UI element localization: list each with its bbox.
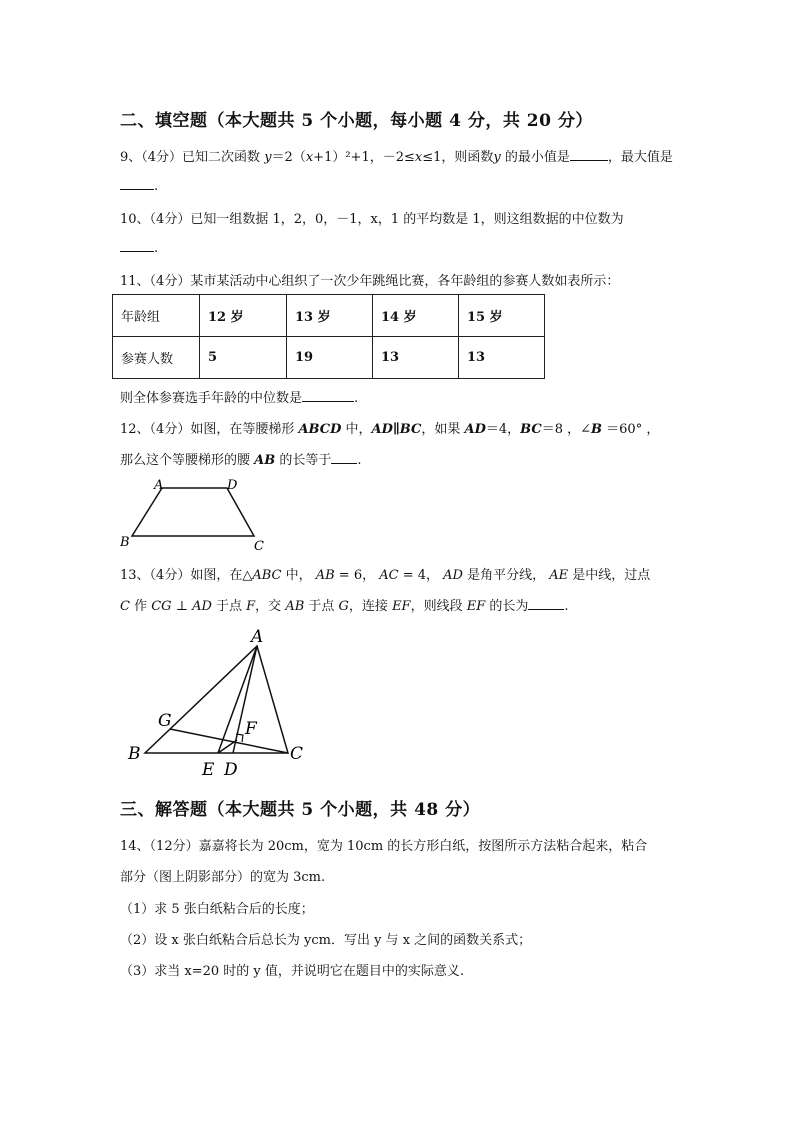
table-cell: 12 岁 [200,295,287,337]
table-cell: 年龄组 [113,295,200,337]
question-10-cont: . [120,239,158,256]
answer-blank-9b[interactable] [120,177,154,190]
question-14-part-1: （1）求 5 张白纸粘合后的长度； [120,902,314,917]
section-3-title: 三、解答题（本大题共 5 个小题，共 48 分） [120,800,481,820]
question-14: 14、（12分）嘉嘉将长为 20cm，宽为 10cm 的长方形白纸，按图所示方法粘合起来，粘合 [120,839,648,854]
question-13-cont: C 作 CG ⊥ AD 于点 F，交 AB 于点 G，连接 EF，则线段 EF 的长为 . [120,599,569,614]
trapezoid-figure [112,474,272,554]
section-2-title: 二、填空题（本大题共 5 个小题，每小题 4 分，共 20 分） [120,111,593,131]
question-14-part-2: （2）设 x 张白纸粘合后总长为 ycm．写出 y 与 x 之间的函数关系式； [120,933,532,948]
answer-blank-10[interactable] [120,239,154,252]
table-cell: 15 岁 [459,295,545,337]
age-group-table [112,294,545,379]
table-row [113,337,545,379]
label-g: G [158,711,172,731]
label-a: A [251,627,264,647]
line-cg [170,729,288,753]
table-cell: 5 [200,337,287,379]
question-14-part-3: （3）求当 x=20 时的 y 值，并说明它在题目中的实际意义. [120,964,465,979]
question-12-cont: 那么这个等腰梯形的腰 AB 的长等于 . [120,453,362,468]
answer-blank-13[interactable] [528,597,564,610]
question-11-cont: 则全体参赛选手年龄的中位数是 . [120,391,359,406]
triangle-figure [120,622,320,782]
answer-blank-11[interactable] [302,389,354,402]
question-9: 9、（4分）已知二次函数 y＝2（x+1）²+1，－2≤x≤1，则函数y 的最小值是 ，最大值是 [120,150,673,165]
answer-blank-9a[interactable] [570,148,608,161]
question-11: 11、（4分）某市某活动中心组织了一次少年跳绳比赛，各年龄组的参赛人数如表所示： [120,274,620,289]
question-10: 10、（4分）已知一组数据 1，2，0，－1，x，1 的平均数是 1，则这组数据的中位数为 [120,212,624,227]
answer-blank-12[interactable] [331,451,357,464]
question-13: 13、（4分）如图，在△ABC 中， AB = 6， AC = 4， AD 是角平分线， AE 是中线，过点 [120,568,651,583]
label-b: B [128,744,141,764]
label-b: B [120,535,130,550]
table-cell: 参赛人数 [113,337,200,379]
table-cell: 13 岁 [287,295,373,337]
label-c: C [290,744,304,764]
label-e: E [202,760,215,780]
label-c: C [254,539,264,554]
table-cell: 13 [373,337,459,379]
table-row [113,295,545,337]
table-cell: 14 岁 [373,295,459,337]
label-d: D [227,478,238,493]
label-a: A [154,478,164,493]
triangle-abc [145,646,288,753]
question-14-cont: 部分（图上阴影部分）的宽为 3cm. [120,870,326,885]
label-f: F [245,719,257,739]
question-9-cont: . [120,177,158,194]
table-cell: 13 [459,337,545,379]
question-12: 12、（4分）如图，在等腰梯形 ABCD 中，AD∥BC，如果 AD＝4，BC＝8 ，∠B ＝60° ， [120,422,660,437]
trapezoid-shape [132,488,254,536]
table-cell: 19 [287,337,373,379]
label-d: D [224,760,238,780]
